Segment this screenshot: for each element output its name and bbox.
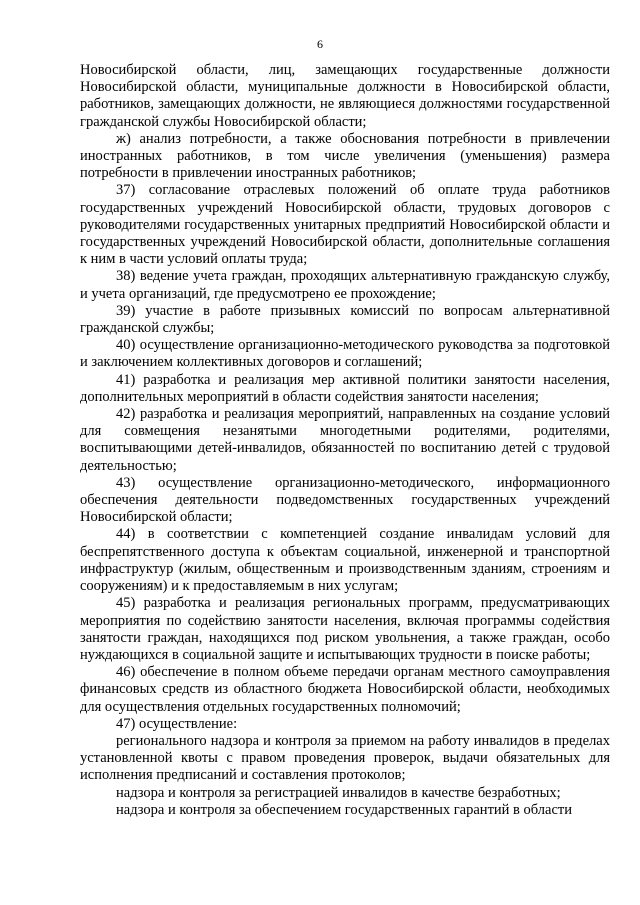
paragraph-item-45: 45) разработка и реализация региональных программ, предусматривающих мероприятия по содействию занятости населения, включая программы содействия занятости граждан, находящихся под риском увольнения, а также граждан, особо нуждающихся в социальной защите и испытывающих трудности в поиске работы; xyxy=(80,595,610,663)
paragraph-item-41: 41) разработка и реализация мер активной политики занятости населения, дополнительных мероприятий в области содействия занятости населения; xyxy=(80,371,610,405)
page-number: 6 xyxy=(317,37,323,51)
body-text xyxy=(80,62,610,819)
paragraph-item-47-sub-2: надзора и контроля за регистрацией инвалидов в качестве безработных; xyxy=(116,784,561,801)
paragraph-item-44: 44) в соответствии с компетенцией создание инвалидам условий для беспрепятственного доступа к объектам социальной, инженерной и транспортной инфраструктур (жилым, общественным и производственным зданиям, строениям и сооружениям) и к предоставляемым в них услугам; xyxy=(80,526,610,595)
paragraph-item-42: 42) разработка и реализация мероприятий, направленных на создание условий для совмещения незанятыми многодетными родителями, родителями, воспитывающими детей-инвалидов, обязанностей по воспитанию детей с трудовой деятельностью; xyxy=(80,406,610,474)
paragraph-item-47-sub-3: надзора и контроля за обеспечением государственных гарантий в области xyxy=(116,801,572,818)
paragraph-item-39: 39) участие в работе призывных комиссий по вопросам альтернативной гражданской службы; xyxy=(80,302,610,337)
paragraph-item-47-sub-1: регионального надзора и контроля за приемом на работу инвалидов в пределах установленной квоты с правом проведения проверок, выдачи обязательных для исполнения предписаний и составления протоколов; xyxy=(80,732,610,784)
paragraph-item-zh: ж) анализ потребности, а также обоснования потребности в привлечении иностранных работников, в том числе увеличения (уменьшения) размера потребности в привлечении иностранных работников; xyxy=(80,130,610,182)
paragraph-item-47: 47) осуществление: xyxy=(116,715,238,732)
paragraph-item-37: 37) согласование отраслевых положений об оплате труда работников государственных учреждений Новосибирской области, трудовых договоров с руководителями государственных унитарных предприятий Новосибирской области и государственных учреждений Новосибирской области, дополнительные соглашения к ним в части условий оплаты труда; xyxy=(80,182,610,268)
paragraph-continuation: Новосибирской области, лиц, замещающих государственные должности Новосибирской области, муниципальные должности в Новосибирской области, работников, замещающих должности, не являющиеся должностями государственной гражданской службы Новосибирской области; xyxy=(80,62,610,130)
paragraph-item-40: 40) осуществление организационно-методического руководства за подготовкой и заключением коллективных договоров и соглашений; xyxy=(80,337,610,371)
paragraph-item-46: 46) обеспечение в полном объеме передачи органам местного самоуправления финансовых средств из областного бюджета Новосибирской области, необходимых для осуществления отдельных государственных полномочий; xyxy=(80,664,610,715)
paragraph-item-43: 43) осуществление организационно-методического, информационного обеспечения деятельности подведомственных государственных учреждений Новосибирской области; xyxy=(80,474,610,526)
paragraph-item-38: 38) ведение учета граждан, проходящих альтернативную гражданскую службу, и учета организаций, где предусмотрено ее прохождение; xyxy=(80,268,610,302)
